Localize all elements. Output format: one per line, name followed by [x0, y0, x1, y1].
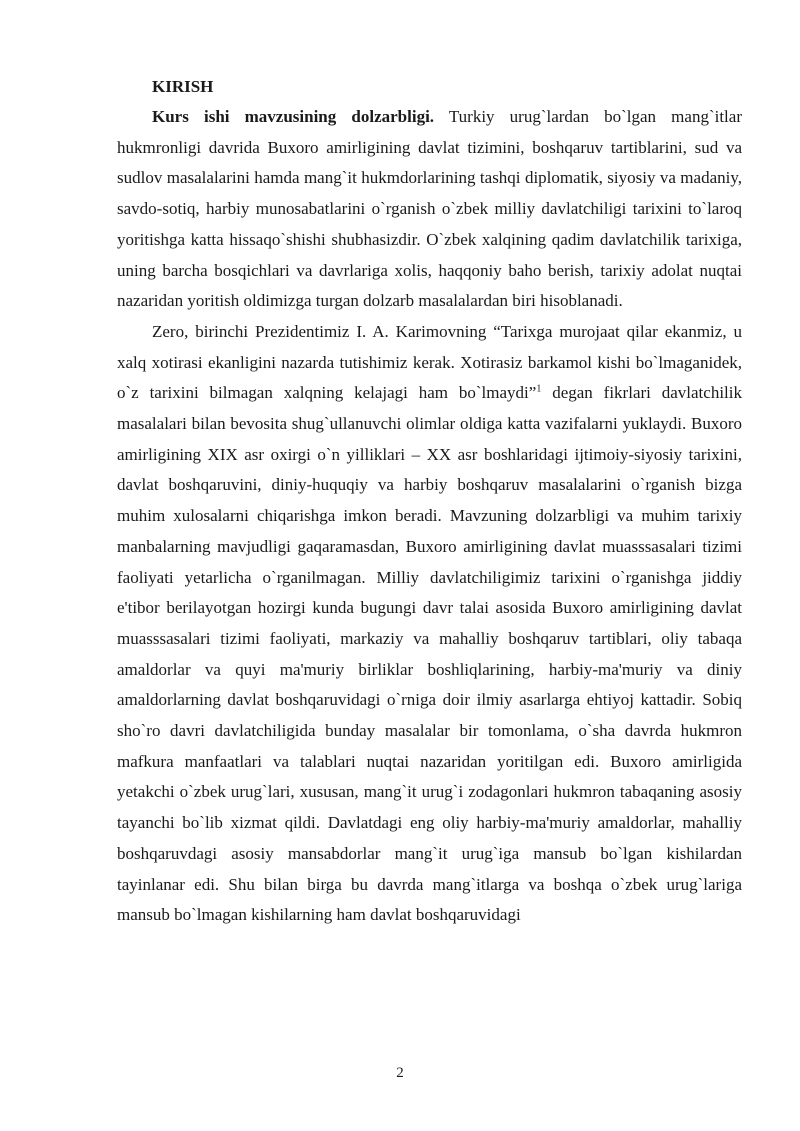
paragraph-text: Turkiy urug`lardan bo`lgan mang`itlar hukmronligi davrida Buxoro amirligining davlat tizimini, boshqaruv tartiblarini, sud va sudlov masalalarini hamda mang`it hukmdorlarining tashqi diplomatik, siyosiy va madaniy, savdo-sotiq, harbiy munosabatlarini o`rganish o`zbek milliy davlatchiligi tarixini to`laroq yoritishga katta hissaqo`shishi shubhasizdir. O`zbek xalqining qadim davlatchilik tarixiga, uning barcha bosqichlari va davrlariga xolis, haqqoniy baho berish, tarixiy adolat nuqtai nazaridan yoritish oldimizga turgan dolzarb masalalardan biri hisoblanadi. [117, 107, 742, 311]
paragraph-quote [117, 317, 742, 931]
page-number: 2 [396, 1065, 404, 1081]
paragraph-lead: Kurs ishi mavzusining dolzarbligi. [152, 107, 435, 126]
document-page [117, 72, 742, 931]
paragraph-text-after-note: degan fikrlari davlatchilik masalalari bilan bevosita shug`ullanuvchi olimlar oldiga katta vazifalarni yuklaydi. Buxoro amirligining XIX asr oxirgi o`n yilliklari – XX asr boshlaridagi ijtimoiy-siyosiy tarixini, davlat boshqaruvini, diniy-huquqiy va harbiy boshqaruv masalalarini o`rganish bizga muhim xulosalarni chiqarishga imkon beradi. Mavzuning dolzarbligi va muhim tarixiy manbalarning mavjudligi gaqaramasdan, Buxoro amirligining davlat muasssasalari tizimi faoliyati yetarlicha o`rganilmagan. Milliy davlatchiligimiz tarixini o`rganishga jiddiy e'tibor berilayotgan hozirgi kunda bugungi davr talai asosida Buxoro amirligining davlat muasssasalari tizimi faoliyati, markaziy va mahalliy boshqaruv tartiblari, oliy tabaqa amaldorlar va quyi ma'muriy birliklar boshliqlarining, harbiy-ma'muriy va diniy amaldorlarning davlat boshqaruvidagi o`rniga doir ilmiy asarlarga ehtiyoj kattadir. Sobiq sho`ro davri davlatchiligida bunday masalalar bir tomonlama, o`sha davrda hukmron mafkura manfaatlari va talablari nuqtai nazaridan yoritilgan edi. Buxoro amirligida yetakchi o`zbek urug`lari, xususan, mang`it urug`i zodagonlari hukmron tabaqaning asosiy tayanchi bo`lib xizmat qildi. Davlatdagi eng oliy harbiy-ma'muriy amaldorlar, mahalliy boshqaruvdagi asosiy mansabdorlar mang`it urug`iga mansub bo`lgan kishilardan tayinlanar edi. Shu bilan birga bu davrda mang`itlarga va boshqa o`zbek urug`lariga mansub bo`lmagan kishilarning ham davlat boshqaruvidagi [117, 383, 742, 925]
paragraph-relevance [117, 102, 742, 317]
section-heading: KIRISH [152, 77, 214, 96]
paragraph-text-before-note: Zero, birinchi Prezidentimiz I. A. Karimovning “Tarixga murojaat qilar ekanmiz, u xalq xotirasi ekanligini nazarda tutishimiz kerak. Xotirasiz barkamol kishi bo`lmaganidek, o`z tarixini bilmagan xalqning kelajagi ham bo`lmaydi” [117, 321, 742, 403]
footnote-reference[interactable]: 1 [536, 383, 542, 395]
